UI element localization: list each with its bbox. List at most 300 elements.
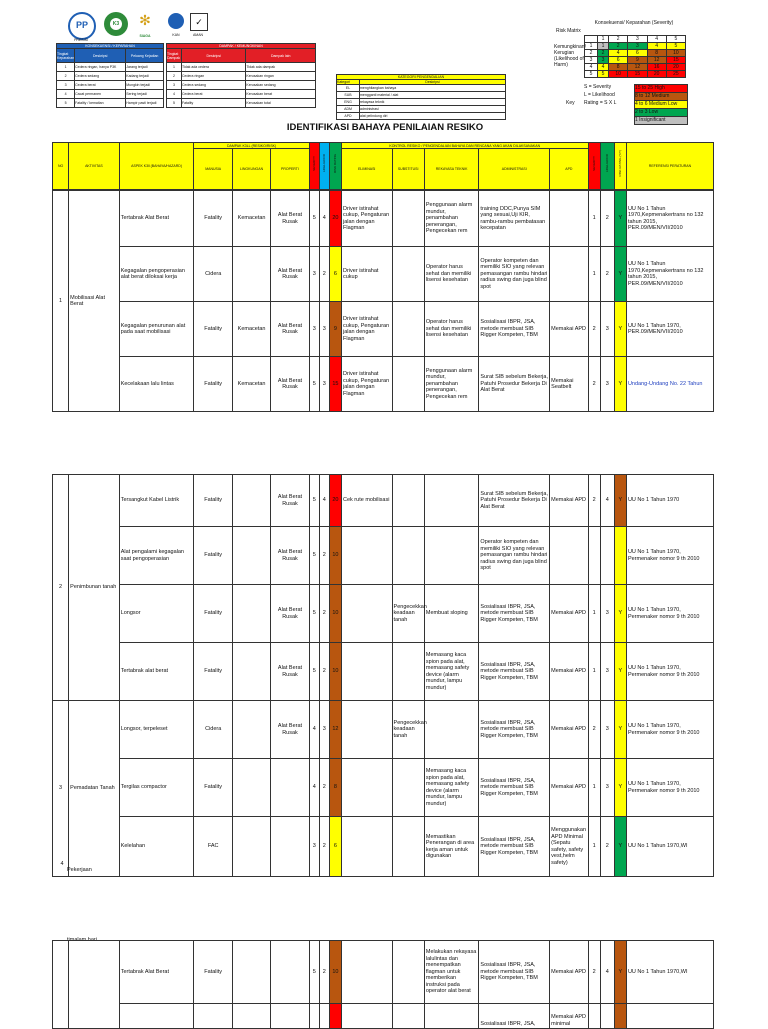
cell-eliminasi [342, 759, 393, 817]
matrix-cell: 15 [666, 57, 685, 64]
main-table-header [52, 142, 714, 190]
matrix-cell: 4 [647, 43, 666, 50]
likelihood-table [166, 43, 316, 108]
table-row [53, 585, 714, 643]
cell-yt: Y [614, 817, 626, 877]
table-row [53, 527, 714, 585]
cell-apd: Memakai APD [550, 475, 588, 527]
cell-aspek: Longsor [119, 585, 194, 643]
cell-apd: Menggunakan APD Minimal (Sepatu safety, safety vest,helm safety) [550, 817, 588, 877]
cell-s: 4 [309, 701, 319, 759]
cell-l: 3 [319, 302, 329, 357]
cell-yt: Y [614, 247, 626, 302]
cell-aspek: Kegagalan pengoperasian alat berat diloksai kerja [119, 247, 194, 302]
cell-manusia: Fatality [194, 941, 232, 1004]
cell-rekayasa: Membuat sloping [424, 585, 479, 643]
cell-substitusi [392, 191, 424, 247]
cell-referensi: UU No 1 Tahun 1970, Permenaker nomor 9 th 2010 [626, 527, 713, 585]
cell-substitusi [392, 941, 424, 1004]
cell-l2: 4 [600, 475, 614, 527]
cell-aspek: Tersangkut Kabel Listrik [119, 475, 194, 527]
matrix-row-label: 1 [585, 43, 598, 50]
cell-manusia: Fatality [194, 475, 232, 527]
cell-lingkungan [232, 585, 270, 643]
cell-yt: Y [614, 759, 626, 817]
cell-substitusi [392, 1004, 424, 1029]
table-row [53, 475, 714, 527]
col-aspek: ASPEK K3ll (BAHAYA/HAZARD) [119, 143, 194, 190]
cell-l2: 3 [600, 759, 614, 817]
cell-s: 3 [309, 817, 319, 877]
col-risk-rating-2: RISK RATING (Y/T) [614, 143, 626, 190]
cell-l: 3 [319, 701, 329, 759]
activity-no: 2 [53, 475, 69, 701]
cell-l2 [600, 1004, 614, 1029]
matrix-cell: 1 [598, 43, 609, 50]
cell-rekayasa: Penggunaan alarm mundur, penambahan penerangan, Pengecekan rem [424, 191, 479, 247]
matrix-cell: 4 [598, 64, 609, 71]
cell-r: 10 [329, 941, 341, 1004]
legend-medium-low: 4 to 6 Medium Low [634, 100, 688, 109]
severity-freq: Hampir pasti terjadi [126, 99, 164, 108]
cell-referensi: UU No 1 Tahun 1970 [626, 475, 713, 527]
cell-lingkungan: Kemacetan [232, 302, 270, 357]
legend-insignificant: 1 Insignificant [634, 116, 688, 125]
matrix-col: 1 [598, 36, 609, 43]
cell-s: 5 [309, 941, 319, 1004]
matrix-cell: 3 [598, 57, 609, 64]
col-rekayasa: REKAYASA TEKNIK [424, 149, 479, 190]
cell-l [319, 1004, 329, 1029]
cell-yt: Y [614, 643, 626, 701]
cell-rekayasa: Memastikan Penerangan di area kerja aman untuk digunakan [424, 817, 479, 877]
matrix-row-label: 2 [585, 50, 598, 57]
logo-siaga-text: SIAGA [139, 34, 151, 38]
cell-substitusi [392, 759, 424, 817]
cell-s2: 2 [588, 701, 600, 759]
cell-referensi [626, 1004, 713, 1029]
likelihood-level: 1 [167, 63, 182, 72]
cell-properti [271, 759, 309, 817]
cell-aspek: Longsor, terpeleset [119, 701, 194, 759]
logo-kan-icon [168, 13, 184, 29]
cell-yt: Y [614, 701, 626, 759]
cell-l2: 3 [600, 643, 614, 701]
cell-referensi: UU No 1 Tahun 1970,Kepmenakertrans no 132 tahun 2015, PER.09/MEN/VII/2010 [626, 247, 713, 302]
cell-eliminasi: Driver istirahat cukup [342, 247, 393, 302]
legend-medium: 8 to 12 Medium [634, 92, 688, 101]
cell-aspek: Alat pengalami kegagalan saat pengoperasian [119, 527, 194, 585]
cell-rekayasa: Penggunaan alarm mundur, penambahan penerangan, Pengecekan rem [424, 357, 479, 412]
cell-eliminasi [342, 941, 393, 1004]
cell-l: 4 [319, 191, 329, 247]
cell-l: 2 [319, 817, 329, 877]
cell-l: 3 [319, 357, 329, 412]
matrix-cell: 20 [666, 64, 685, 71]
cell-aspek: Tertabrak Alat Berat [119, 941, 194, 1004]
severity-freq: Mungkin terjadi [126, 81, 164, 90]
logo-aman-icon: ✓ [190, 13, 208, 31]
risk-table-block-3 [52, 940, 714, 1029]
cell-administrasi: Surat SIB sebelum Bekerja, Patuhi Prosedur Bekerja Di Alat Berat [479, 475, 550, 527]
cell-rekayasa [424, 527, 479, 585]
cell-administrasi: Sosialisasi IBPR, JSA, metode membuat SIB Rigger Kompeten, TBM [479, 701, 550, 759]
matrix-cell: 2 [598, 50, 609, 57]
cell-apd: Memakai APD [550, 302, 588, 357]
severity-table [56, 43, 164, 108]
cell-l2: 2 [600, 247, 614, 302]
cell-apd [550, 247, 588, 302]
cell-rekayasa [424, 701, 479, 759]
col-eliminasi: ELIMINASI [341, 149, 392, 190]
cell-yt: Y [614, 302, 626, 357]
matrix-cell: 10 [609, 71, 628, 78]
cell-r: 8 [329, 759, 341, 817]
likelihood-axis-label: Kemungkinan/ Kerugian (Likelihood of Harm) [554, 44, 586, 68]
cell-l2: 2 [600, 817, 614, 877]
cell-administrasi: Sosialisasi IBPR, JSA, [479, 1004, 550, 1029]
cell-manusia: Fatality [194, 643, 232, 701]
table-row [53, 1004, 714, 1029]
cell-l: 2 [319, 759, 329, 817]
likelihood-col-other: Dampak lain [246, 49, 316, 63]
col-likelihood: LIKELIHOOD [319, 143, 329, 190]
col-no: NO [53, 143, 69, 190]
cell-eliminasi [342, 527, 393, 585]
matrix-cell: 12 [647, 57, 666, 64]
matrix-cell: 16 [647, 64, 666, 71]
matrix-cell: 6 [609, 57, 628, 64]
cell-properti: Alat Berat Rusak [271, 247, 309, 302]
control-cat: SUB [337, 92, 360, 99]
cell-rekayasa [424, 1004, 479, 1029]
cell-substitusi [392, 302, 424, 357]
cell-referensi: UU No 1 Tahun 1970, Permenaker nomor 9 th 2010 [626, 585, 713, 643]
cell-apd [550, 527, 588, 585]
cell-rekayasa: Operator harus sehat dan memiliki lisensi kesehatan [424, 247, 479, 302]
matrix-row-label: 5 [585, 71, 598, 78]
cell-lingkungan [232, 701, 270, 759]
cell-referensi: UU No 1 Tahun 1970, Permenaker nomor 9 th 2010 [626, 759, 713, 817]
cell-eliminasi [342, 817, 393, 877]
control-desc: mengganti material / alat [360, 92, 506, 99]
cell-s2: 1 [588, 247, 600, 302]
cell-aspek: Tergilas compactor [119, 759, 194, 817]
table-row [53, 701, 714, 759]
cell-r: 12 [329, 701, 341, 759]
cell-yt: Y [614, 585, 626, 643]
cell-s2: 1 [588, 643, 600, 701]
cell-s2: 1 [588, 585, 600, 643]
cell-apd: Memakai APD minimal [550, 1004, 588, 1029]
cell-yt [614, 527, 626, 585]
col-dampak: DAMPAK K3LL (RESIKO/RISK) [194, 143, 309, 149]
cell-apd: Memakai APD [550, 643, 588, 701]
table-row [53, 357, 714, 412]
cell-r: 6 [329, 247, 341, 302]
activity-name: Penimbunan tanah [69, 475, 120, 701]
cell-properti [271, 941, 309, 1004]
logo-pp: PP [68, 12, 96, 40]
cell-eliminasi: Driver istirahat cukup, Pengaturan jalan dengan Flagman [342, 357, 393, 412]
cell-administrasi: Surat SIB sebelum Bekerja, Patuhi Prosedur Bekerja Di Alat Berat [479, 357, 550, 412]
severity-freq: Kadang terjadi [126, 72, 164, 81]
cell-administrasi: training DDC,Punya SIM yang sesuai,Uji KIR, rambu-rambu pembatasan kecepatan [479, 191, 550, 247]
cell-apd: Memakai APD [550, 941, 588, 1004]
table-row [53, 817, 714, 877]
cell-referensi: UU No 1 Tahun 1970,WI [626, 941, 713, 1004]
likelihood-level: 3 [167, 81, 182, 90]
cell-apd: Memakai APD [550, 701, 588, 759]
logo-kan-text: KAN [172, 33, 180, 37]
cell-administrasi: Sosialisasi IBPR, JSA, metode membuat SIB Rigger Kompeten, TBM [479, 817, 550, 877]
control-desc: rekayasa teknik [360, 99, 506, 106]
cell-s2 [588, 527, 600, 585]
cell-s: 5 [309, 475, 319, 527]
cell-lingkungan [232, 643, 270, 701]
control-col-cat: Kategori [337, 80, 360, 85]
cell-s: 5 [309, 585, 319, 643]
cell-l: 2 [319, 585, 329, 643]
severity-desc: Cedera ringan, hanya P3K [75, 63, 126, 72]
cell-yt: Y [614, 191, 626, 247]
cell-l2: 2 [600, 191, 614, 247]
cell-manusia: Fatality [194, 302, 232, 357]
matrix-row-label: 4 [585, 64, 598, 71]
matrix-cell: 3 [628, 43, 647, 50]
col-severity-2: SEVERITY [588, 143, 600, 190]
col-kontrol: KONTROL RESIKO / PENGENDALIAN BAHAYA DAN RENCANA YANG AKAN DILAKSANAKAN [341, 143, 588, 149]
cell-l: 4 [319, 475, 329, 527]
cell-lingkungan [232, 817, 270, 877]
cell-l2: 3 [600, 357, 614, 412]
severity-col-desc: Deskripsi [75, 49, 126, 63]
cell-properti: Alat Berat Rusak [271, 527, 309, 585]
cell-s2: 1 [588, 191, 600, 247]
cell-lingkungan [232, 475, 270, 527]
cell-l2: 3 [600, 302, 614, 357]
cell-s: 3 [309, 302, 319, 357]
cell-eliminasi [342, 701, 393, 759]
likelihood-col-level: Tingkat Dampak [167, 49, 182, 63]
cell-administrasi: Operator kompeten dan memiliki SIO yang relevan pemasangan rambu hindari radius swing dan juga blind spot [479, 527, 550, 585]
cell-l2 [600, 527, 614, 585]
control-cat: EL [337, 85, 360, 92]
cell-substitusi [392, 475, 424, 527]
likelihood-other: Kerusakan berat [246, 90, 316, 99]
cell-eliminasi: Driver istirahat cukup, Pengaturan jalan dengan Flagman [342, 191, 393, 247]
severity-level: 3 [57, 81, 75, 90]
cell-l: 2 [319, 527, 329, 585]
cell-l: 2 [319, 941, 329, 1004]
table-row [53, 247, 714, 302]
cell-lingkungan: Kemacetan [232, 191, 270, 247]
key-label: Key [566, 100, 575, 106]
control-title: KATEGORI PENGENDALIAN [337, 75, 506, 80]
cell-apd [550, 191, 588, 247]
cell-aspek: Tertabrak alat berat [119, 643, 194, 701]
page-title: IDENTIFIKASI BAHAYA PENILAIAN RESIKO [286, 122, 484, 133]
cell-s: 4 [309, 759, 319, 817]
matrix-cell: 25 [666, 71, 685, 78]
likelihood-level: 4 [167, 90, 182, 99]
matrix-cell: 20 [647, 71, 666, 78]
cell-manusia: Cidera [194, 247, 232, 302]
cell-administrasi: Sosialisasi IBPR, JSA, metode membuat SIB Rigger Kompeten, TBM [479, 302, 550, 357]
severity-col-freq: Peluang Kejadian [126, 49, 164, 63]
cell-properti: Alat Berat Rusak [271, 701, 309, 759]
cell-rekayasa: Operator harus sehat dan memiliki lisensi kesehatan [424, 302, 479, 357]
cell-aspek: Kecelakaan lalu lintas [119, 357, 194, 412]
likelihood-desc: Fatality [182, 99, 246, 108]
cell-rekayasa: Memasang kaca spion pada alat, memasang safety device (alarm mundur, lampu mundur) [424, 759, 479, 817]
cell-eliminasi: Cek rute mobilisasi [342, 475, 393, 527]
likelihood-desc: Cedera ringan [182, 72, 246, 81]
cell-administrasi: Sosialisasi IBPR, JSA, metode membuat SIB Rigger Kompeten, TBM [479, 759, 550, 817]
matrix-cell: 4 [609, 50, 628, 57]
col-lingkungan: LINGKUNGAN [232, 149, 270, 190]
matrix-cell: 2 [609, 43, 628, 50]
cell-substitusi [392, 247, 424, 302]
likelihood-title: DAMPAK / KEMUNGKINAN [167, 44, 316, 49]
cell-r: 9 [329, 302, 341, 357]
cell-apd: Memakai APD [550, 759, 588, 817]
key-rating: Rating = S X L [584, 100, 617, 106]
matrix-cell: 15 [628, 71, 647, 78]
activity-name: Mobilisasi Alat Berat [69, 191, 120, 412]
col-properti: PROPERTI [271, 149, 309, 190]
cell-administrasi: Sosialisasi IBPR, JSA, metode membuat SIB Rigger Kompeten, TBM [479, 643, 550, 701]
cell-lingkungan [232, 1004, 270, 1029]
cell-administrasi: Sosialisasi IBPR, JSA, metode membuat SIB Rigger Kompeten, TBM [479, 941, 550, 1004]
cell-administrasi: Sosialisasi IBPR, JSA, metode membuat SIB Rigger Kompeten, TBM [479, 585, 550, 643]
cell-eliminasi [342, 585, 393, 643]
col-risk-rating: RISK RATING [329, 143, 341, 190]
risk-table-block-1 [52, 190, 714, 412]
cell-s2: 2 [588, 357, 600, 412]
control-desc: administrasi [360, 106, 506, 113]
likelihood-other: Kerusakan total [246, 99, 316, 108]
likelihood-level: 2 [167, 72, 182, 81]
cell-referensi: UU No 1 Tahun 1970, PER.09/MEN/VII/2010 [626, 302, 713, 357]
cell-eliminasi [342, 1004, 393, 1029]
cell-referensi: UU No 1 Tahun 1970, Permenaker nomor 9 th 2010 [626, 643, 713, 701]
cell-referensi: Undang-Undang No. 22 Tahun [626, 357, 713, 412]
col-administrasi: ADMINISTRASI [479, 149, 550, 190]
col-aktivitas: AKTIVITAS [69, 143, 120, 190]
likelihood-desc: Cedera berat [182, 90, 246, 99]
cell-manusia: Cidera [194, 701, 232, 759]
likelihood-level: 5 [167, 99, 182, 108]
cell-aspek: Kelelahan [119, 817, 194, 877]
cell-r: 6 [329, 817, 341, 877]
cell-l: 2 [319, 643, 329, 701]
cell-manusia: FAC [194, 817, 232, 877]
likelihood-desc: Tidak ada cedera [182, 63, 246, 72]
likelihood-col-desc: Deskripsi [182, 49, 246, 63]
severity-level: 1 [57, 63, 75, 72]
cell-manusia: Fatality [194, 191, 232, 247]
cell-r: 10 [329, 643, 341, 701]
severity-col-level: Tingkat Keparahan [57, 49, 75, 63]
likelihood-other: Tidak ada dampak [246, 63, 316, 72]
cell-referensi: UU No 1 Tahun 1970,Kepmenakertrans no 132 tahun 2015, PER.09/MEN/VII/2010 [626, 191, 713, 247]
severity-freq: Sering terjadi [126, 90, 164, 99]
activity-name-continued: timalam hari [67, 937, 97, 943]
cell-lingkungan [232, 759, 270, 817]
cell-aspek [119, 1004, 194, 1029]
cell-properti: Alat Berat Rusak [271, 475, 309, 527]
severity-level: 4 [57, 90, 75, 99]
logo-pp-sub: PRESISI [74, 38, 88, 42]
col-likelihood-2: LIKELIHOOD [600, 143, 614, 190]
table-row [53, 759, 714, 817]
control-cat: APD [337, 113, 360, 120]
cell-substitusi: Pengecekkan keadaan tanah [392, 585, 424, 643]
cell-aspek: Kegagalan penurunan alat pada saat mobilisasi [119, 302, 194, 357]
matrix-cell: 6 [628, 50, 647, 57]
matrix-cell: 5 [666, 43, 685, 50]
cell-properti: Alat Berat Rusak [271, 585, 309, 643]
cell-r: 15 [329, 357, 341, 412]
consequence-title: Konsekuensi/ Keparahan (Severity) [594, 20, 674, 26]
cell-lingkungan [232, 941, 270, 1004]
cell-properti: Alat Berat Rusak [271, 643, 309, 701]
cell-properti: Alat Berat Rusak [271, 191, 309, 247]
matrix-row-label: 3 [585, 57, 598, 64]
cell-substitusi [392, 527, 424, 585]
cell-s: 5 [309, 357, 319, 412]
cell-substitusi [392, 643, 424, 701]
col-severity: SEVERITY [309, 143, 319, 190]
risk-table-block-2 [52, 474, 714, 877]
cell-manusia: Fatality [194, 357, 232, 412]
cell-r: 20 [329, 475, 341, 527]
cell-s: 3 [309, 247, 319, 302]
cell-s2: 2 [588, 302, 600, 357]
logo-k3-inner: K3 [110, 18, 122, 30]
cell-r: 20 [329, 191, 341, 247]
cell-rekayasa: Melakukan rekayasa lalulintas dan menempatkan flagman untuk memberikan instruksi pada operator alat berat [424, 941, 479, 1004]
cell-l: 2 [319, 247, 329, 302]
cell-s2: 1 [588, 759, 600, 817]
matrix-cell: 8 [647, 50, 666, 57]
severity-title: KONSEKUENSI / KEPARAHAN [57, 44, 164, 49]
cell-eliminasi [342, 643, 393, 701]
risk-matrix-title: Risk Matrix [556, 28, 581, 34]
cell-lingkungan [232, 247, 270, 302]
severity-freq: Jarang terjadi [126, 63, 164, 72]
cell-substitusi [392, 817, 424, 877]
severity-level: 2 [57, 72, 75, 81]
control-cat: ADM [337, 106, 360, 113]
cell-s [309, 1004, 319, 1029]
severity-desc: Cedera sedang [75, 72, 126, 81]
activity-name: Pekerjaan [67, 867, 92, 873]
cell-s: 5 [309, 643, 319, 701]
cell-substitusi: Pengecekkan keadaan tanah [392, 701, 424, 759]
cell-apd: Memakai APD [550, 585, 588, 643]
cell-r: 10 [329, 527, 341, 585]
cell-s: 5 [309, 191, 319, 247]
col-manusia: MANUSIA [194, 149, 232, 190]
cell-r [329, 1004, 341, 1029]
col-apd: APD [550, 149, 588, 190]
matrix-cell: 10 [666, 50, 685, 57]
likelihood-other: Kerusakan ringan [246, 72, 316, 81]
cell-manusia [194, 1004, 232, 1029]
activity-no: 4 [60, 861, 64, 867]
